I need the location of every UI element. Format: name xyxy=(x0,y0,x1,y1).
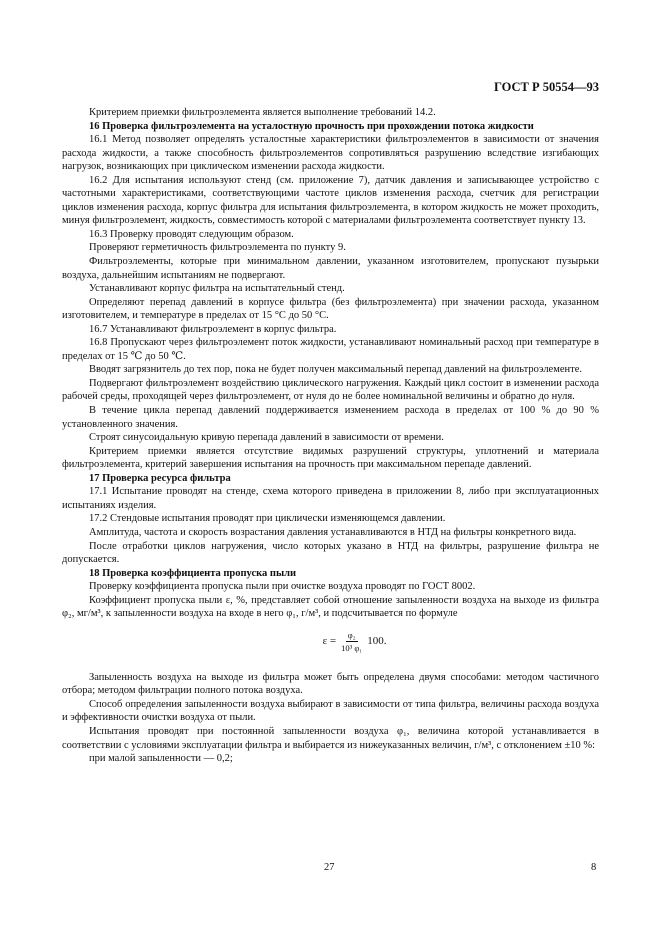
formula-fraction xyxy=(339,630,364,653)
paragraph: Амплитуда, частота и скорость возрастания давления устанавливаются в НТД на фильтры конкретного вида. xyxy=(89,526,577,538)
paragraph: 16.1 Метод позволяет определять усталостные характеристики фильтроэлементов в зависимости от значения расхода жидкости, а также способность фильтроэлементов сопротивляться разрушению вследствие изгибающих нагрузок, возникающих при циклическом изменении расхода жидкости. xyxy=(62,134,599,173)
paragraph: Устанавливают корпус фильтра на испытательный стенд. xyxy=(89,283,345,295)
paragraph: Определяют перепад давлений в корпусе фильтра (без фильтроэлемента) при значении расхода, указанном изготовителем, и температуре в пределах от 15 °С до 50 °С. xyxy=(62,296,599,322)
paragraph: 17.1 Испытание проводят на стенде, схема которого приведена в приложении 8, либо при эксплуатационных испытаниях изделия. xyxy=(62,486,599,511)
paragraph: Проверяют герметичность фильтроэлемента по пункту 9. xyxy=(89,242,346,254)
formula-lhs: ε = xyxy=(322,634,337,647)
paragraph: После отработки циклов нагружения, число которых указано в НТД на фильтры, разрушение фильтра не допускается. xyxy=(62,540,599,566)
sheet-number: 8 xyxy=(591,862,597,873)
paragraph: 16.2 Для испытания используют стенд (см. приложение 7), датчик давления и записывающее устройство с частотными характеристиками, соответствующими частоте циклов изменения расхода, счетчик для регистрации циклов изменения расхода, корпус фильтра для испытания фильтроэлемента, в котором жидкость не может проходить, минуя фильтроэлемент, жидкость, совместимость которой с материалами фильтроэлемента соответствует пункту 13. xyxy=(62,174,599,227)
document-header: ГОСТ Р 50554—93 xyxy=(493,80,599,94)
paragraph: Испытания проводят при постоянной запыленности воздуха φ₁, величина которой устанавливается в соответствии с условиями эксплуатации фильтра и выбирается из нижеуказанных величин, г/м³, с отклонением ±10 %: xyxy=(62,725,599,751)
paragraphs-after-formula xyxy=(62,671,599,766)
document-body xyxy=(62,106,599,766)
section-heading: 16 Проверка фильтроэлемента на усталостную прочность при прохождении потока жидкости xyxy=(89,120,534,132)
formula xyxy=(110,630,599,653)
formula-rhs: 100. xyxy=(367,634,387,647)
formula-denominator: 10³ φ₁ xyxy=(341,642,363,653)
paragraph: Способ определения запыленности воздуха выбирают в зависимости от типа фильтра, величины расхода воздуха и эффективности очистки воздуха от пыли. xyxy=(62,698,599,724)
paragraph: Проверку коэффициента пропуска пыли при очистке воздуха проводят по ГОСТ 8002. xyxy=(89,581,476,593)
formula-numerator: φ₂ xyxy=(347,629,356,640)
paragraph: В течение цикла перепад давлений поддерживается изменением расхода в пределах от 100 % до 90 % установленного значения. xyxy=(62,405,599,430)
page-number: 27 xyxy=(324,862,335,873)
section-heading: 18 Проверка коэффициента пропуска пыли xyxy=(89,567,297,579)
section-heading: 17 Проверка ресурса фильтра xyxy=(89,472,231,484)
paragraphs-before-formula xyxy=(62,106,599,621)
paragraph: при малой запыленности — 0,2; xyxy=(89,753,233,765)
paragraph: Строят синусоидальную кривую перепада давлений в зависимости от времени. xyxy=(89,432,444,444)
paragraph: Вводят загрязнитель до тех пор, пока не будет получен максимальный перепад давлений на фильтроэлементе. xyxy=(89,364,583,376)
paragraph: Фильтроэлементы, которые при минимальном давлении, указанном изготовителем, пропускают пузырьки воздуха, дальнейшим испытаниям не подвергают. xyxy=(62,256,599,281)
paragraph: Запыленность воздуха на выходе из фильтра может быть определена двумя способами: методом частичного отбора; методом фильтрации полного потока воздуха. xyxy=(62,671,599,697)
paragraph: 16.8 Пропускают через фильтроэлемент поток жидкости, устанавливают номинальный расход при температуре в пределах от 15 ℃ до 50 ℃. xyxy=(62,337,599,362)
paragraph: 16.7 Устанавливают фильтроэлемент в корпус фильтра. xyxy=(89,323,337,335)
paragraph: 17.2 Стендовые испытания проводят при циклически изменяющемся давлении. xyxy=(89,513,446,525)
paragraph: Подвергают фильтроэлемент воздействию циклического нагружения. Каждый цикл состоит в изменении расхода рабочей среды, проходящей через фильтроэлемент, от нуля до не более номинальной величины и обратно до нуля. xyxy=(62,377,599,403)
paragraph: 16.3 Проверку проводят следующим образом. xyxy=(89,228,294,240)
paragraph: Критерием приемки фильтроэлемента является выполнение требований 14.2. xyxy=(89,107,436,118)
paragraph: Коэффициент пропуска пыли ε, %, представляет собой отношение запыленности воздуха на выходе из фильтра φ₂, мг/м³, к запыленности воздуха на входе в него φ₁, г/м³, и подсчитывается по формуле xyxy=(62,594,599,620)
paragraph: Критерием приемки является отсутствие видимых разрушений структуры, уплотнений и материала фильтроэлемента, критерий завершения испытания на прочность при максимальном перепаде давлений. xyxy=(62,445,599,471)
